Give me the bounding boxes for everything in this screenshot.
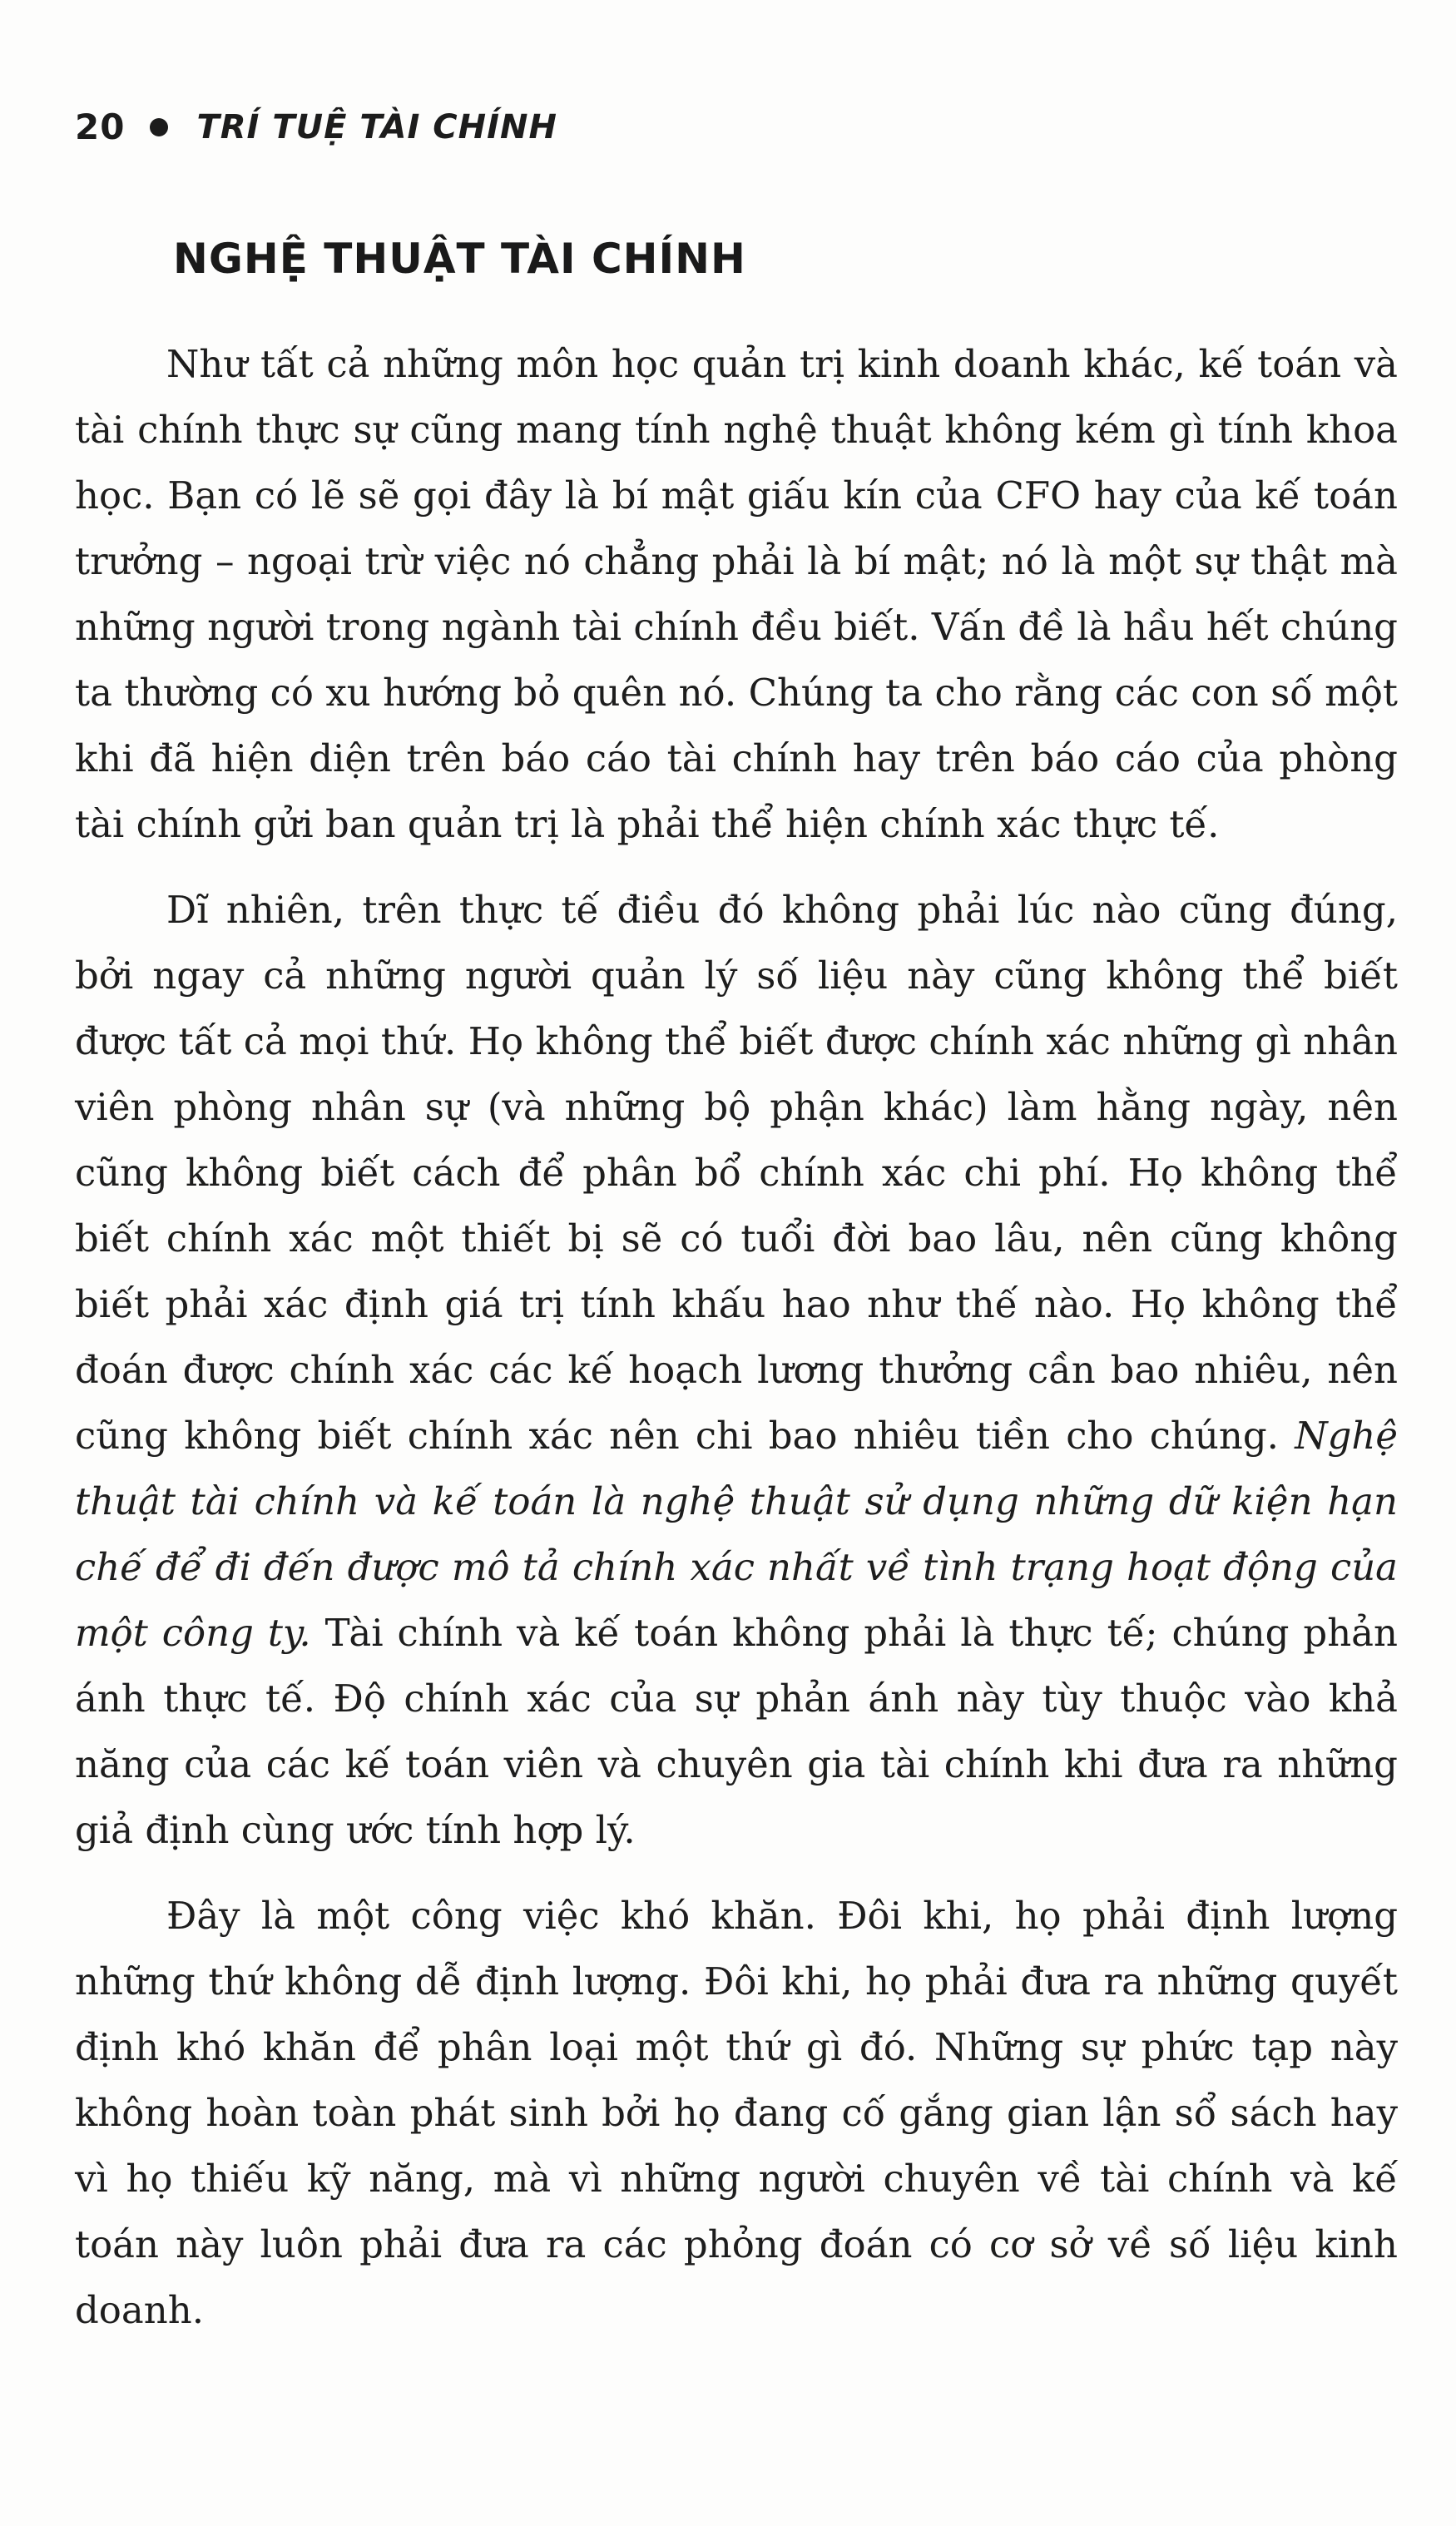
paragraph-3: Đây là một công việc khó khăn. Đôi khi, họ phải định lượng những thứ không dễ định lượng. Đôi khi, họ phải đưa ra những quyết định khó khăn để phân loại một thứ gì đó. Những sự phức tạp này không hoàn toàn phát sinh bởi họ đang cố gắng gian lận sổ sách hay vì họ thiếu kỹ năng, mà vì những người chuyên về tài chính và kế toán này luôn phải đưa ra các phỏng đoán có cơ sở về số liệu kinh doanh. [75, 1894, 1398, 2332]
paragraph-2-conclusion: Tài chính và kế toán không phải là thực tế; chúng phản ánh thực tế. Độ chính xác của sự phản ánh này tùy thuộc vào khả năng của các kế toán viên và chuyên gia tài chính khi đưa ra những giả định cùng ước tính hợp lý. [75, 1611, 1398, 1852]
book-title: TRÍ TUỆ TÀI CHÍNH [196, 107, 557, 146]
body-text [75, 331, 1398, 2363]
section-heading: NGHỆ THUẬT TÀI CHÍNH [173, 235, 746, 283]
page-number: 20 [75, 106, 126, 147]
paragraph-2-intro: Dĩ nhiên, trên thực tế điều đó không phải lúc nào cũng đúng, bởi ngay cả những người quản lý số liệu này cũng không thể biết được tất cả mọi thứ. Họ không thể biết được chính xác những gì nhân viên phòng nhân sự (và những bộ phận khác) làm hằng ngày, nên cũng không biết cách để phân bổ chính xác chi phí. Họ không thể biết chính xác một thiết bị sẽ có tuổi đời bao lâu, nên cũng không biết phải xác định giá trị tính khấu hao như thế nào. Họ không thể đoán được chính xác các kế hoạch lương thưởng cần bao nhiêu, nên cũng không biết chính xác nên chi bao nhiêu tiền cho chúng. [75, 888, 1398, 1458]
bullet-icon [150, 118, 168, 136]
paragraph-2-emphasis: Nghệ thuật tài chính và kế toán là nghệ thuật sử dụng những dữ kiện hạn chế để đi đến được mô tả chính xác nhất về tình trạng hoạt động của một công ty. [75, 1414, 1398, 1655]
running-header [75, 106, 557, 147]
paragraph-1: Như tất cả những môn học quản trị kinh doanh khác, kế toán và tài chính thực sự cũng mang tính nghệ thuật không kém gì tính khoa học. Bạn có lẽ sẽ gọi đây là bí mật giấu kín của CFO hay của kế toán trưởng – ngoại trừ việc nó chẳng phải là bí mật; nó là một sự thật mà những người trong ngành tài chính đều biết. Vấn đề là hầu hết chúng ta thường có xu hướng bỏ quên nó. Chúng ta cho rằng các con số một khi đã hiện diện trên báo cáo tài chính hay trên báo cáo của phòng tài chính gửi ban quản trị là phải thể hiện chính xác thực tế. [75, 342, 1398, 846]
paragraph-2 [75, 877, 1398, 1863]
